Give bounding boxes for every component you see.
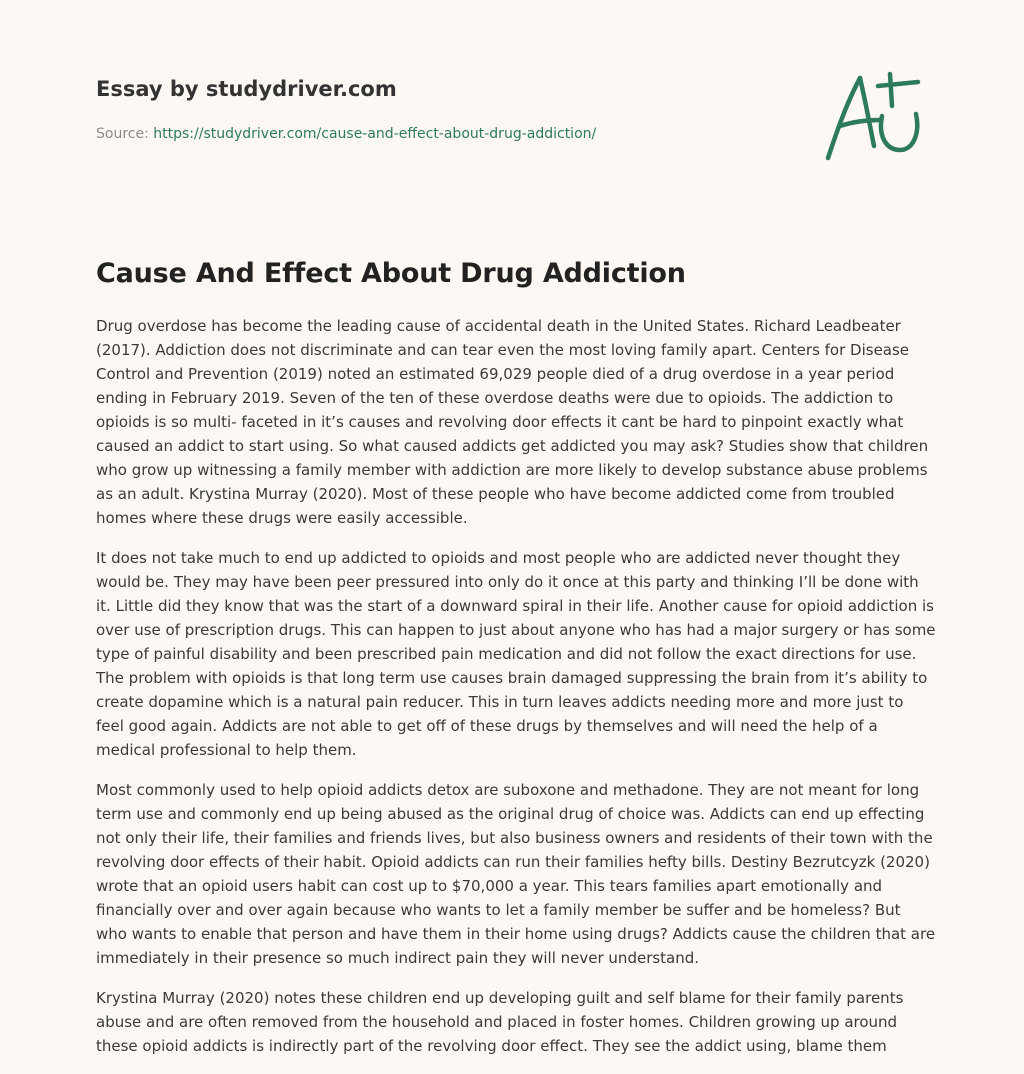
source-line [96,124,796,144]
paragraph: Most commonly used to help opioid addicts detox are suboxone and methadone. They are not meant for long term use and commonly end up being abused as the original drug of choice was. Addicts can end up effecting not only their life, their families and friends lives, but also business owners and residents of their town with the revolving door effects of their habit. Opioid addicts can run their families hefty bills. Destiny Bezrutcyzk (2020) wrote that an opioid users habit can cost up to $70,000 a year. This tears families apart emotionally and financially over and over again because who wants to let a family member be suffer and be homeless? But who wants to enable that person and have them in their home using drugs? Addicts cause the children that are immediately in their presence so much indirect pain they will never understand. [96,781,936,967]
a-plus-logo-icon [816,64,930,168]
paragraph: It does not take much to end up addicted to opioids and most people who are addicted never thought they would be. They may have been peer pressured into only do it once at this party and thinking I’ll be done with it. Little did they know that was the start of a downward spiral in their life. Another cause for opioid addiction is over use of prescription drugs. This can happen to just about anyone who has had a major surgery or has some type of painful disability and been prescribed pain medication and did not follow the exact directions for use. The problem with opioids is that long term use causes brain damaged suppressing the brain from it’s ability to create dopamine which is a natural pain reducer. This in turn leaves addicts needing more and more just to feel good again. Addicts are not able to get off of these drugs by themselves and will need the help of a medical professional to help them. [96,549,936,759]
page-title: Cause And Effect About Drug Addiction [96,258,686,289]
essay-body [96,314,936,1074]
source-label: Source: [96,126,149,142]
paragraph: Krystina Murray (2020) notes these children end up developing guilt and self blame for their family parents abuse and are often removed from the household and placed in foster homes. Children growing up around these opioid addicts is indirectly part of the revolving door effect. They see the addict using, blame them [96,989,904,1055]
essay-header [96,74,796,144]
source-link[interactable]: https://studydriver.com/cause-and-effect-about-drug-addiction/ [153,126,597,142]
brand-title: Essay by studydriver.com [96,77,397,101]
paragraph: Drug overdose has become the leading cause of accidental death in the United States. Richard Leadbeater (2017). Addiction does not discriminate and can tear even the most loving family apart. Centers for Disease Control and Prevention (2019) noted an estimated 69,029 people died of a drug overdose in a year period ending in February 2019. Seven of the ten of these overdose deaths were due to opioids. The addiction to opioids is so multi- faceted in it’s causes and revolving door effects it cant be hard to pinpoint exactly what caused an addict to start using. So what caused addicts get addicted you may ask? Studies show that children who grow up witnessing a family member with addiction are more likely to develop substance abuse problems as an adult. Krystina Murray (2020). Most of these people who have become addicted come from troubled homes where these drugs were easily accessible. [96,317,929,527]
